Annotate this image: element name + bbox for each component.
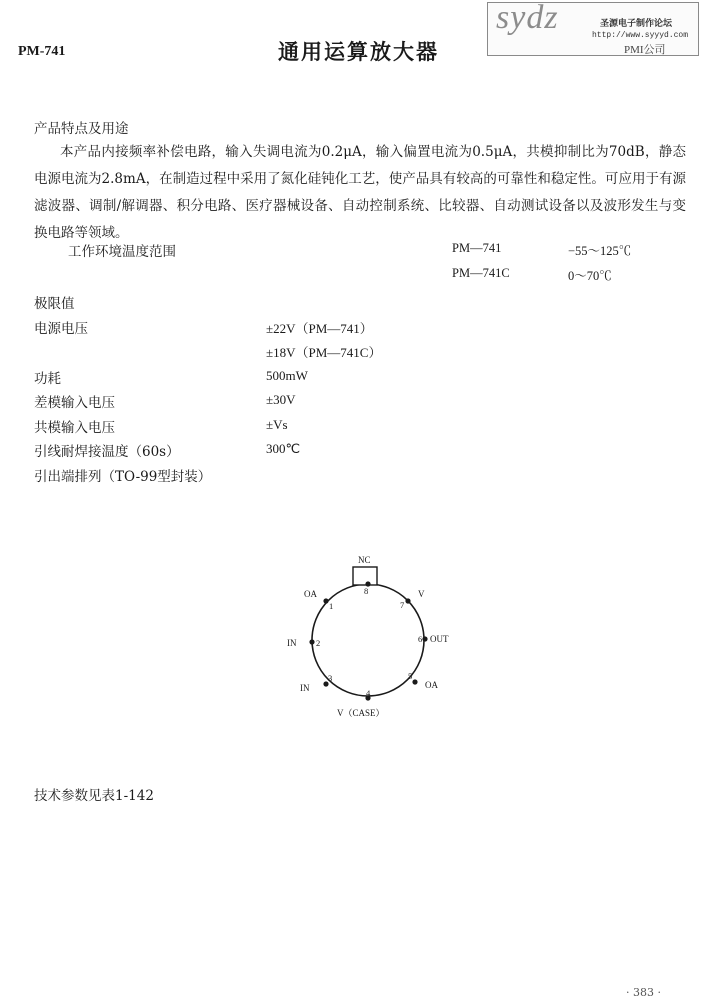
pinout-diagram xyxy=(270,540,470,730)
pin-1 xyxy=(323,598,328,603)
temp-range: −55～125℃ xyxy=(568,244,632,258)
pin-5 xyxy=(412,679,417,684)
page-title: 通用运算放大器 xyxy=(278,39,439,64)
pin-name: IN xyxy=(300,683,310,693)
features-paragraph xyxy=(34,139,686,247)
pin-number: 1 xyxy=(329,601,334,611)
tab-label: NC xyxy=(358,555,371,565)
package-tab xyxy=(353,567,377,585)
watermark-logo xyxy=(487,2,699,56)
temp-range-label: 工作环境温度范围 xyxy=(68,244,176,260)
temp-model: PM—741C xyxy=(452,266,510,280)
limit-value: ±Vs xyxy=(266,417,288,432)
features-text: 本产品内接频率补偿电路，输入失调电流为0.2μA，输入偏置电流为0.5μA，共模抑制比为70dB，静态电源电流为2.8mA，在制造过程中采用了氮化硅钝化工艺，使产品具有较高的可靠性和稳定性。可应用于有源滤波器、调制/解调器、积分电路、医疗器械设备、自动控制系统、比较器、自动测试设备以及波形发生与变换电路等领域。 xyxy=(34,144,686,241)
limit-value: 500mW xyxy=(266,368,308,383)
pinout-label: 引出端排列（TO-99型封装） xyxy=(34,469,212,485)
pin-number: 7 xyxy=(400,600,405,610)
limit-value: ±30V xyxy=(266,392,296,407)
pin-2 xyxy=(309,639,314,644)
pin-6 xyxy=(422,636,427,641)
model-number: PM-741 xyxy=(18,44,66,59)
temp-range: 0～70℃ xyxy=(568,269,612,283)
temp-model: PM—741 xyxy=(452,241,502,255)
logo-company: PMI公司 xyxy=(624,44,666,56)
pin-name: OA xyxy=(425,680,438,690)
limit-value: ±18V（PM—741C） xyxy=(266,345,382,360)
limit-label: 共模输入电压 xyxy=(34,420,115,436)
pin-name: OUT xyxy=(430,634,449,644)
limits-heading: 极限值 xyxy=(34,296,75,312)
pin-number: 8 xyxy=(364,586,369,596)
limit-label: 引线耐焊接温度（60s） xyxy=(34,444,180,460)
features-heading: 产品特点及用途 xyxy=(34,121,129,137)
pin-name: OA xyxy=(304,589,317,599)
limit-label: 功耗 xyxy=(34,371,61,387)
pin-name: V xyxy=(418,589,425,599)
page-number: · 383 · xyxy=(626,986,661,999)
pin-7 xyxy=(405,598,410,603)
logo-forum-name: 圣源电子制作论坛 xyxy=(600,19,673,29)
limit-label: 差模输入电压 xyxy=(34,395,115,411)
limit-value: ±22V（PM—741） xyxy=(266,321,373,336)
pin-number: 4 xyxy=(366,688,371,698)
reference-note: 技术参数见表1-142 xyxy=(34,788,154,804)
pin-name: IN xyxy=(287,638,297,648)
limit-value: 300℃ xyxy=(266,441,301,456)
pin-number: 3 xyxy=(328,673,333,683)
logo-mark: sydz xyxy=(496,0,559,36)
pin-name: V（CASE） xyxy=(337,708,385,718)
limit-label: 电源电压 xyxy=(34,321,88,337)
pin-number: 6 xyxy=(418,634,423,644)
pin-number: 2 xyxy=(316,638,321,648)
pin-number: 5 xyxy=(408,671,413,681)
logo-url: http://www.syyyd.com xyxy=(592,31,689,40)
